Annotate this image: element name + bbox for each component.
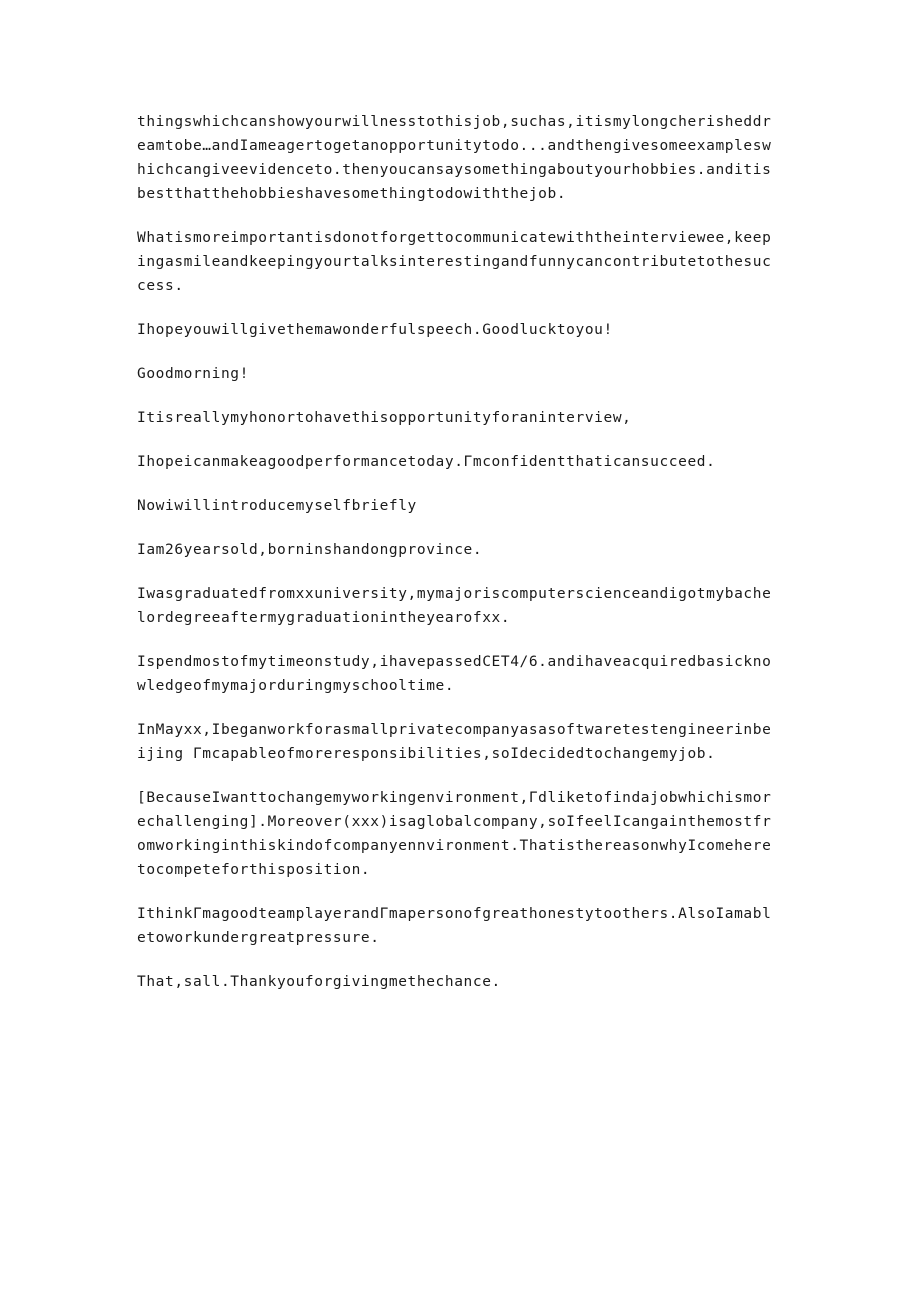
- paragraph: Iwasgraduatedfromxxuniversity,mymajoriscomputerscienceandigotmybachelordegreeaftermygraduationintheyearofxx.: [137, 586, 772, 626]
- paragraph: Ihopeyouwillgivethemawonderfulspeech.Goodlucktoyou!: [137, 322, 613, 338]
- paragraph: IthinkΓmagoodteamplayerandΓmapersonofgreathonestytoothers.AlsoIamabletoworkundergreatpressure.: [137, 906, 772, 946]
- paragraph: Iam26yearsold,borninshandongprovince.: [137, 542, 483, 558]
- paragraph: Whatismoreimportantisdonotforgettocommunicatewiththeinterviewee,keepingasmileandkeepingyourtalksinterestingandfunnycancontributetothesuccess.: [137, 230, 772, 294]
- paragraph: Itisreallymyhonortohavethisopportunityforaninterview,: [137, 410, 632, 426]
- paragraph: Goodmorning!: [137, 366, 249, 382]
- paragraph: thingswhichcanshowyourwillnesstothisjob,suchas,itismylongcherisheddreamtobe…andIameagertogetanopportunitytodo...andthengivesomeexampleswhichcangiveevidenceto.thenyoucansaysomethingaboutyourhobbies.anditisbestthatthehobbieshavesomethingtodowiththejob.: [137, 114, 772, 202]
- paragraph: InMayxx,Ibeganworkforasmallprivatecompanyasasoftwaretestengineerinbeijing Γmcapableofmoreresponsibilities,soIdecidedtochangemyjob.: [137, 722, 772, 762]
- paragraph: Nowiwillintroducemyselfbriefly: [137, 498, 417, 514]
- paragraph: Ispendmostofmytimeonstudy,ihavepassedCET4/6.andihaveacquiredbasicknowledgeofmymajorduringmyschooltime.: [137, 654, 772, 694]
- document-body: [137, 110, 777, 1014]
- paragraph: [BecauseIwanttochangemyworkingenvironment,Γdliketofindajobwhichismorechallenging].Moreover(xxx)isaglobalcompany,soIfeelIcangainthemostfromworkinginthiskindofcompanyennvironment.ThatisthereasonwhyIcomeheretocompeteforthisposition.: [137, 790, 772, 878]
- paragraph: That,sall.Thankyouforgivingmethechance.: [137, 974, 501, 990]
- paragraph: Ihopeicanmakeagoodperformancetoday.Γmconfidentthaticansucceed.: [137, 454, 716, 470]
